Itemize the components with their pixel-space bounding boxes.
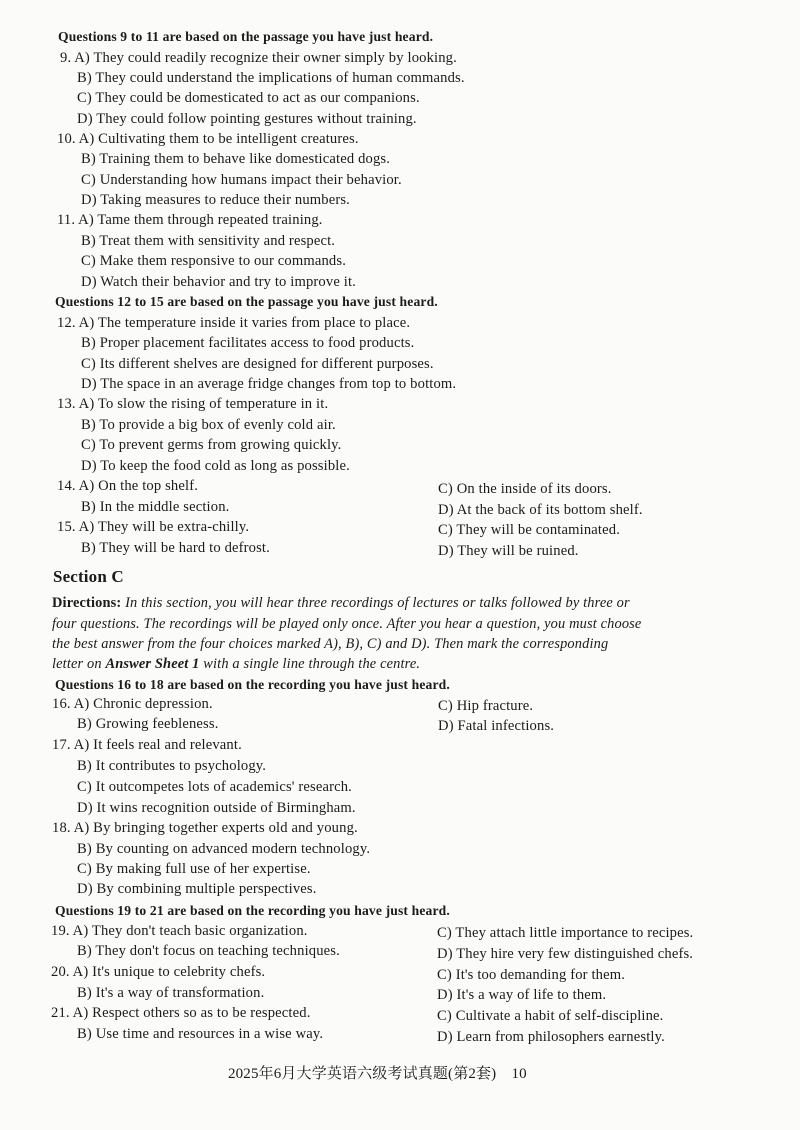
option-c: C) Understanding how humans impact their behavior. [81, 172, 402, 188]
option-d: D) At the back of its bottom shelf. [438, 502, 643, 518]
option-d: D) To keep the food cold as long as possible. [81, 458, 350, 474]
option-c: C) By making full use of her expertise. [77, 861, 311, 877]
option-d: D) By combining multiple perspectives. [77, 881, 317, 897]
option-b: B) They don't focus on teaching techniques. [77, 943, 340, 959]
option-b: B) They will be hard to defrost. [81, 540, 270, 556]
directions-line [52, 655, 420, 673]
option-c: C) Hip fracture. [438, 698, 534, 714]
option-d: D) They will be ruined. [438, 543, 579, 559]
directions-label: Directions: [52, 595, 122, 611]
directions-line [52, 635, 608, 653]
group-header: Questions 9 to 11 are based on the passage you have just heard. [58, 29, 434, 44]
option-a: 15. A) They will be extra-chilly. [57, 519, 250, 535]
option-a: 14. A) On the top shelf. [57, 478, 199, 494]
option-a: 13. A) To slow the rising of temperature in it. [57, 396, 329, 412]
option-a: 11. A) Tame them through repeated training. [57, 212, 323, 228]
option-c: C) They could be domesticated to act as our companions. [77, 90, 420, 106]
option-c: C) Make them responsive to our commands. [81, 253, 346, 269]
option-d: D) Learn from philosophers earnestly. [437, 1029, 665, 1045]
answer-sheet-ref: Answer Sheet 1 [105, 656, 200, 672]
option-b: B) Proper placement facilitates access to food products. [81, 335, 415, 351]
option-b: B) It's a way of transformation. [77, 985, 265, 1001]
option-b: B) In the middle section. [81, 499, 230, 515]
option-a: 12. A) The temperature inside it varies from place to place. [57, 315, 411, 331]
directions-text: four questions. The recordings will be played only once. After you hear a question, you must choose [52, 616, 642, 632]
directions-text: the best answer from the four choices marked A), B), C) and D). Then mark the corresponding [52, 636, 609, 652]
option-b: B) Training them to behave like domesticated dogs. [81, 151, 391, 167]
option-a: 20. A) It's unique to celebrity chefs. [51, 964, 266, 980]
option-a: 10. A) Cultivating them to be intelligent creatures. [57, 131, 359, 147]
option-c: C) Its different shelves are designed for different purposes. [81, 356, 434, 372]
option-b: B) They could understand the implications of human commands. [77, 70, 465, 86]
option-c: C) On the inside of its doors. [438, 481, 612, 497]
option-c: C) It outcompetes lots of academics' research. [77, 779, 352, 795]
option-b: B) To provide a big box of evenly cold air. [81, 417, 336, 433]
option-d: D) The space in an average fridge changes from top to bottom. [81, 376, 457, 392]
option-d: D) It's a way of life to them. [437, 987, 607, 1003]
group-header: Questions 12 to 15 are based on the passage you have just heard. [55, 294, 438, 309]
option-d: D) They could follow pointing gestures without training. [77, 111, 417, 127]
option-d: D) Fatal infections. [438, 718, 555, 734]
option-c: C) It's too demanding for them. [437, 967, 626, 983]
option-a: 17. A) It feels real and relevant. [52, 737, 242, 753]
option-b: B) Use time and resources in a wise way. [77, 1026, 324, 1042]
option-b: B) Treat them with sensitivity and respect. [81, 233, 336, 249]
option-c: C) To prevent germs from growing quickly. [81, 437, 342, 453]
option-b: B) It contributes to psychology. [77, 758, 267, 774]
option-a: 19. A) They don't teach basic organization. [51, 923, 308, 939]
section-title: Section C [53, 567, 124, 586]
option-d: D) Watch their behavior and try to improve it. [81, 274, 356, 290]
option-c: C) They attach little importance to recipes. [437, 925, 694, 941]
option-c: C) Cultivate a habit of self-discipline. [437, 1008, 664, 1024]
page-footer: 2025年6月大学英语六级考试真题(第2套) 10 [228, 1066, 527, 1082]
option-d: D) Taking measures to reduce their numbers. [81, 192, 350, 208]
directions-text: with a single line through the centre. [203, 656, 421, 672]
directions-text: In this section, you will hear three recordings of lectures or talks followed by three or [125, 595, 630, 611]
group-header: Questions 19 to 21 are based on the recording you have just heard. [55, 903, 450, 918]
group-header: Questions 16 to 18 are based on the recording you have just heard. [55, 677, 450, 692]
option-a: 18. A) By bringing together experts old and young. [52, 820, 358, 836]
option-b: B) Growing feebleness. [77, 716, 219, 732]
option-d: D) They hire very few distinguished chefs. [437, 946, 694, 962]
directions-line [52, 594, 630, 612]
option-a: 16. A) Chronic depression. [52, 696, 213, 712]
option-a: 21. A) Respect others so as to be respected. [51, 1005, 311, 1021]
directions-text: letter on [52, 656, 102, 672]
option-d: D) It wins recognition outside of Birmingham. [77, 800, 356, 816]
directions-line [52, 615, 641, 633]
option-c: C) They will be contaminated. [438, 522, 620, 538]
option-a: 9. A) They could readily recognize their owner simply by looking. [60, 50, 457, 66]
option-b: B) By counting on advanced modern technology. [77, 841, 371, 857]
